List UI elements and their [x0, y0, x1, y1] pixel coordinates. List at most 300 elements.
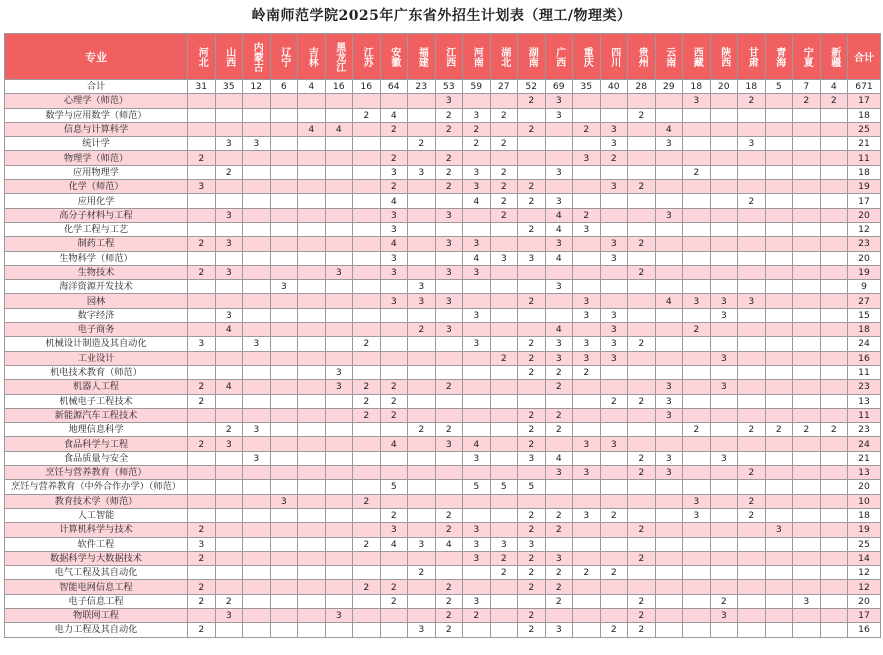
quota-cell: 2: [545, 594, 573, 608]
quota-cell: 52: [518, 80, 546, 94]
row-total-cell: 12: [848, 580, 881, 594]
quota-cell: 3: [683, 94, 711, 108]
quota-cell: 3: [463, 180, 491, 194]
quota-cell: 3: [710, 380, 738, 394]
quota-cell: 3: [380, 165, 408, 179]
quota-cell: [188, 323, 216, 337]
quota-cell: [298, 466, 326, 480]
quota-cell: [408, 251, 436, 265]
quota-cell: 3: [600, 351, 628, 365]
quota-cell: 5: [380, 480, 408, 494]
quota-cell: 2: [408, 423, 436, 437]
major-name-cell: 机械电子工程技术: [5, 394, 188, 408]
quota-cell: [435, 494, 463, 508]
quota-cell: [600, 380, 628, 394]
quota-cell: [683, 208, 711, 222]
quota-cell: [325, 494, 353, 508]
quota-cell: [710, 137, 738, 151]
quota-cell: 4: [380, 437, 408, 451]
major-name-cell: 数据科学与大数据技术: [5, 551, 188, 565]
quota-cell: [793, 623, 821, 637]
quota-cell: 2: [463, 608, 491, 622]
quota-cell: [215, 494, 243, 508]
quota-cell: [490, 608, 518, 622]
quota-cell: [545, 137, 573, 151]
enrollment-plan-table: [4, 33, 881, 638]
row-total-cell: 9: [848, 280, 881, 294]
quota-cell: [600, 451, 628, 465]
quota-cell: [353, 323, 381, 337]
quota-cell: [600, 580, 628, 594]
row-total-cell: 13: [848, 394, 881, 408]
quota-cell: [353, 308, 381, 322]
table-row: [5, 580, 881, 594]
quota-cell: [738, 365, 766, 379]
quota-cell: [408, 151, 436, 165]
quota-cell: [188, 308, 216, 322]
quota-cell: 4: [545, 451, 573, 465]
quota-cell: [215, 222, 243, 236]
quota-cell: [573, 623, 601, 637]
quota-cell: [765, 451, 793, 465]
quota-cell: [820, 365, 848, 379]
quota-cell: [738, 237, 766, 251]
quota-cell: [188, 566, 216, 580]
quota-cell: [243, 551, 271, 565]
quota-cell: 4: [298, 122, 326, 136]
quota-cell: [270, 551, 298, 565]
quota-cell: 64: [380, 80, 408, 94]
quota-cell: [243, 394, 271, 408]
quota-cell: [820, 480, 848, 494]
row-total-cell: 19: [848, 265, 881, 279]
quota-cell: 4: [215, 380, 243, 394]
quota-cell: [408, 437, 436, 451]
quota-cell: [215, 351, 243, 365]
quota-cell: [765, 394, 793, 408]
quota-cell: 2: [435, 623, 463, 637]
quota-cell: 3: [710, 294, 738, 308]
quota-cell: [683, 337, 711, 351]
quota-cell: [380, 280, 408, 294]
quota-cell: [215, 280, 243, 294]
quota-cell: [490, 580, 518, 594]
quota-cell: 2: [215, 165, 243, 179]
quota-cell: [298, 323, 326, 337]
quota-cell: 2: [628, 623, 656, 637]
quota-cell: 12: [243, 80, 271, 94]
quota-cell: [463, 466, 491, 480]
quota-cell: [765, 94, 793, 108]
quota-cell: 4: [215, 323, 243, 337]
quota-cell: [573, 394, 601, 408]
quota-cell: 3: [435, 323, 463, 337]
quota-cell: [710, 480, 738, 494]
major-name-cell: 电子信息工程: [5, 594, 188, 608]
quota-cell: 2: [490, 351, 518, 365]
quota-cell: [353, 180, 381, 194]
quota-cell: [793, 180, 821, 194]
quota-cell: [243, 108, 271, 122]
quota-cell: 3: [683, 294, 711, 308]
quota-cell: [298, 423, 326, 437]
quota-cell: [435, 480, 463, 494]
quota-cell: [710, 122, 738, 136]
quota-cell: 2: [353, 394, 381, 408]
quota-cell: 3: [573, 308, 601, 322]
table-header: [5, 34, 881, 80]
quota-cell: 2: [628, 265, 656, 279]
quota-cell: 2: [435, 608, 463, 622]
quota-cell: [655, 108, 683, 122]
quota-cell: [793, 480, 821, 494]
quota-cell: [325, 508, 353, 522]
quota-cell: [628, 537, 656, 551]
quota-cell: 3: [463, 523, 491, 537]
quota-cell: [655, 323, 683, 337]
quota-cell: [243, 480, 271, 494]
quota-cell: 2: [188, 594, 216, 608]
quota-cell: 2: [600, 623, 628, 637]
quota-cell: [490, 523, 518, 537]
quota-cell: [408, 365, 436, 379]
quota-cell: [298, 194, 326, 208]
major-name-cell: 食品科学与工程: [5, 437, 188, 451]
quota-cell: 2: [573, 365, 601, 379]
row-total-cell: 18: [848, 508, 881, 522]
quota-cell: [793, 308, 821, 322]
row-total-cell: 24: [848, 337, 881, 351]
quota-cell: [435, 194, 463, 208]
quota-cell: [408, 466, 436, 480]
quota-cell: 4: [380, 194, 408, 208]
quota-cell: [243, 608, 271, 622]
quota-cell: [573, 380, 601, 394]
quota-cell: 2: [380, 594, 408, 608]
quota-cell: 3: [215, 608, 243, 622]
quota-cell: [353, 423, 381, 437]
quota-cell: 3: [215, 437, 243, 451]
quota-cell: 2: [628, 466, 656, 480]
quota-cell: [463, 408, 491, 422]
quota-cell: 4: [325, 122, 353, 136]
quota-cell: [628, 437, 656, 451]
quota-cell: [683, 551, 711, 565]
row-total-cell: 21: [848, 451, 881, 465]
quota-cell: 3: [435, 294, 463, 308]
quota-cell: [820, 580, 848, 594]
quota-cell: [353, 451, 381, 465]
quota-cell: [738, 608, 766, 622]
quota-cell: 2: [628, 451, 656, 465]
quota-cell: [298, 180, 326, 194]
quota-cell: [325, 351, 353, 365]
quota-cell: [628, 480, 656, 494]
quota-cell: [710, 423, 738, 437]
quota-cell: [518, 265, 546, 279]
quota-cell: [655, 351, 683, 365]
quota-cell: [655, 365, 683, 379]
quota-cell: 53: [435, 80, 463, 94]
quota-cell: [738, 165, 766, 179]
quota-cell: [683, 566, 711, 580]
quota-cell: [628, 208, 656, 222]
quota-cell: [353, 94, 381, 108]
quota-cell: 40: [600, 80, 628, 94]
quota-cell: [628, 165, 656, 179]
table-row: [5, 494, 881, 508]
quota-cell: [298, 408, 326, 422]
header-province: 江西: [435, 34, 463, 80]
quota-cell: [655, 180, 683, 194]
quota-cell: [298, 437, 326, 451]
quota-cell: [573, 265, 601, 279]
quota-cell: [793, 394, 821, 408]
quota-cell: [298, 308, 326, 322]
header-province: 陕西: [710, 34, 738, 80]
quota-cell: 3: [545, 623, 573, 637]
quota-cell: 2: [215, 423, 243, 437]
quota-cell: [298, 251, 326, 265]
quota-cell: [298, 508, 326, 522]
quota-cell: [298, 294, 326, 308]
quota-cell: [518, 323, 546, 337]
quota-cell: 3: [380, 523, 408, 537]
quota-cell: 3: [600, 437, 628, 451]
quota-cell: 2: [545, 408, 573, 422]
quota-cell: 2: [573, 122, 601, 136]
quota-cell: [215, 466, 243, 480]
quota-cell: [463, 394, 491, 408]
quota-cell: [380, 351, 408, 365]
quota-cell: [628, 580, 656, 594]
quota-cell: [710, 466, 738, 480]
quota-cell: [463, 580, 491, 594]
quota-cell: [765, 580, 793, 594]
quota-cell: 2: [628, 237, 656, 251]
quota-cell: [243, 566, 271, 580]
quota-cell: [215, 365, 243, 379]
quota-cell: [243, 208, 271, 222]
quota-cell: [188, 94, 216, 108]
row-total-cell: 14: [848, 551, 881, 565]
quota-cell: 3: [545, 337, 573, 351]
quota-cell: 3: [573, 508, 601, 522]
quota-cell: 3: [270, 280, 298, 294]
major-name-cell: 园林: [5, 294, 188, 308]
quota-cell: [793, 194, 821, 208]
quota-cell: 2: [188, 437, 216, 451]
quota-cell: [518, 137, 546, 151]
header-total: 合计: [848, 34, 881, 80]
quota-cell: [325, 323, 353, 337]
quota-cell: [215, 180, 243, 194]
quota-cell: 6: [270, 80, 298, 94]
quota-cell: 2: [738, 508, 766, 522]
row-total-cell: 671: [848, 80, 881, 94]
quota-cell: [353, 280, 381, 294]
quota-cell: [600, 222, 628, 236]
quota-cell: [573, 423, 601, 437]
major-name-cell: 电气工程及其自动化: [5, 566, 188, 580]
quota-cell: [270, 394, 298, 408]
quota-cell: 2: [518, 566, 546, 580]
quota-cell: 2: [435, 523, 463, 537]
quota-cell: 3: [325, 265, 353, 279]
quota-cell: [325, 294, 353, 308]
quota-cell: [600, 280, 628, 294]
quota-cell: [298, 380, 326, 394]
quota-cell: 3: [490, 537, 518, 551]
major-name-cell: 高分子材料与工程: [5, 208, 188, 222]
quota-cell: [270, 365, 298, 379]
quota-cell: [215, 580, 243, 594]
quota-cell: [738, 323, 766, 337]
quota-cell: [270, 94, 298, 108]
quota-cell: 2: [435, 122, 463, 136]
row-total-cell: 19: [848, 180, 881, 194]
quota-cell: [298, 566, 326, 580]
quota-cell: [243, 523, 271, 537]
header-province: 广西: [545, 34, 573, 80]
quota-cell: 3: [463, 308, 491, 322]
quota-cell: [793, 451, 821, 465]
quota-cell: [738, 280, 766, 294]
quota-cell: [408, 265, 436, 279]
quota-cell: [628, 494, 656, 508]
quota-cell: [408, 394, 436, 408]
quota-cell: [243, 323, 271, 337]
quota-cell: [573, 323, 601, 337]
quota-cell: [518, 108, 546, 122]
quota-cell: 4: [380, 537, 408, 551]
quota-cell: [573, 180, 601, 194]
quota-cell: [820, 494, 848, 508]
quota-cell: [765, 466, 793, 480]
quota-cell: [518, 494, 546, 508]
quota-cell: 2: [518, 294, 546, 308]
quota-cell: [793, 466, 821, 480]
quota-cell: 3: [463, 237, 491, 251]
quota-cell: 2: [518, 423, 546, 437]
quota-cell: [518, 165, 546, 179]
quota-cell: 2: [545, 423, 573, 437]
quota-cell: 3: [490, 251, 518, 265]
major-name-cell: 机器人工程: [5, 380, 188, 394]
quota-cell: [765, 265, 793, 279]
table-row: [5, 523, 881, 537]
quota-cell: [463, 323, 491, 337]
quota-cell: [188, 466, 216, 480]
quota-cell: [353, 122, 381, 136]
quota-cell: [573, 165, 601, 179]
quota-cell: [270, 623, 298, 637]
quota-cell: 2: [188, 551, 216, 565]
quota-cell: [628, 294, 656, 308]
quota-cell: 2: [380, 394, 408, 408]
quota-cell: [655, 623, 683, 637]
quota-cell: 5: [765, 80, 793, 94]
quota-cell: [820, 623, 848, 637]
quota-cell: [765, 537, 793, 551]
quota-cell: [573, 108, 601, 122]
quota-cell: [765, 180, 793, 194]
quota-cell: [490, 365, 518, 379]
quota-cell: 3: [545, 165, 573, 179]
quota-cell: 2: [490, 194, 518, 208]
quota-cell: 2: [353, 580, 381, 594]
table-row: [5, 251, 881, 265]
quota-cell: [738, 523, 766, 537]
quota-cell: [600, 208, 628, 222]
quota-cell: 28: [628, 80, 656, 94]
quota-cell: 2: [518, 122, 546, 136]
quota-cell: [738, 122, 766, 136]
quota-cell: [710, 280, 738, 294]
quota-cell: [270, 466, 298, 480]
quota-cell: [600, 523, 628, 537]
major-name-cell: 烹饪与营养教育（中外合作办学）（师范）: [5, 480, 188, 494]
quota-cell: [793, 537, 821, 551]
quota-cell: [298, 494, 326, 508]
quota-cell: [490, 380, 518, 394]
quota-cell: [820, 337, 848, 351]
quota-cell: [793, 323, 821, 337]
quota-cell: 3: [710, 451, 738, 465]
row-total-cell: 11: [848, 365, 881, 379]
quota-cell: [820, 351, 848, 365]
quota-cell: [270, 137, 298, 151]
quota-cell: [298, 94, 326, 108]
quota-cell: [765, 608, 793, 622]
quota-cell: [573, 580, 601, 594]
quota-cell: [243, 351, 271, 365]
quota-cell: 2: [490, 551, 518, 565]
quota-cell: 3: [325, 365, 353, 379]
quota-cell: [793, 380, 821, 394]
quota-cell: [820, 508, 848, 522]
quota-cell: [820, 122, 848, 136]
quota-cell: 3: [270, 494, 298, 508]
quota-cell: 3: [215, 265, 243, 279]
quota-cell: [683, 394, 711, 408]
quota-cell: [655, 566, 683, 580]
quota-cell: [325, 523, 353, 537]
header-province: 云南: [655, 34, 683, 80]
quota-cell: [600, 108, 628, 122]
quota-cell: [325, 537, 353, 551]
quota-cell: [793, 294, 821, 308]
quota-cell: [765, 122, 793, 136]
quota-cell: [710, 437, 738, 451]
quota-cell: 2: [545, 508, 573, 522]
quota-cell: [793, 351, 821, 365]
table-row: [5, 551, 881, 565]
quota-cell: [408, 608, 436, 622]
quota-cell: 2: [380, 508, 408, 522]
quota-cell: [765, 137, 793, 151]
quota-cell: [435, 566, 463, 580]
quota-cell: [215, 394, 243, 408]
quota-cell: 2: [435, 594, 463, 608]
quota-cell: [188, 494, 216, 508]
quota-cell: [655, 437, 683, 451]
quota-cell: [765, 108, 793, 122]
quota-cell: [270, 580, 298, 594]
quota-cell: [628, 280, 656, 294]
quota-cell: [518, 237, 546, 251]
quota-cell: 2: [518, 508, 546, 522]
